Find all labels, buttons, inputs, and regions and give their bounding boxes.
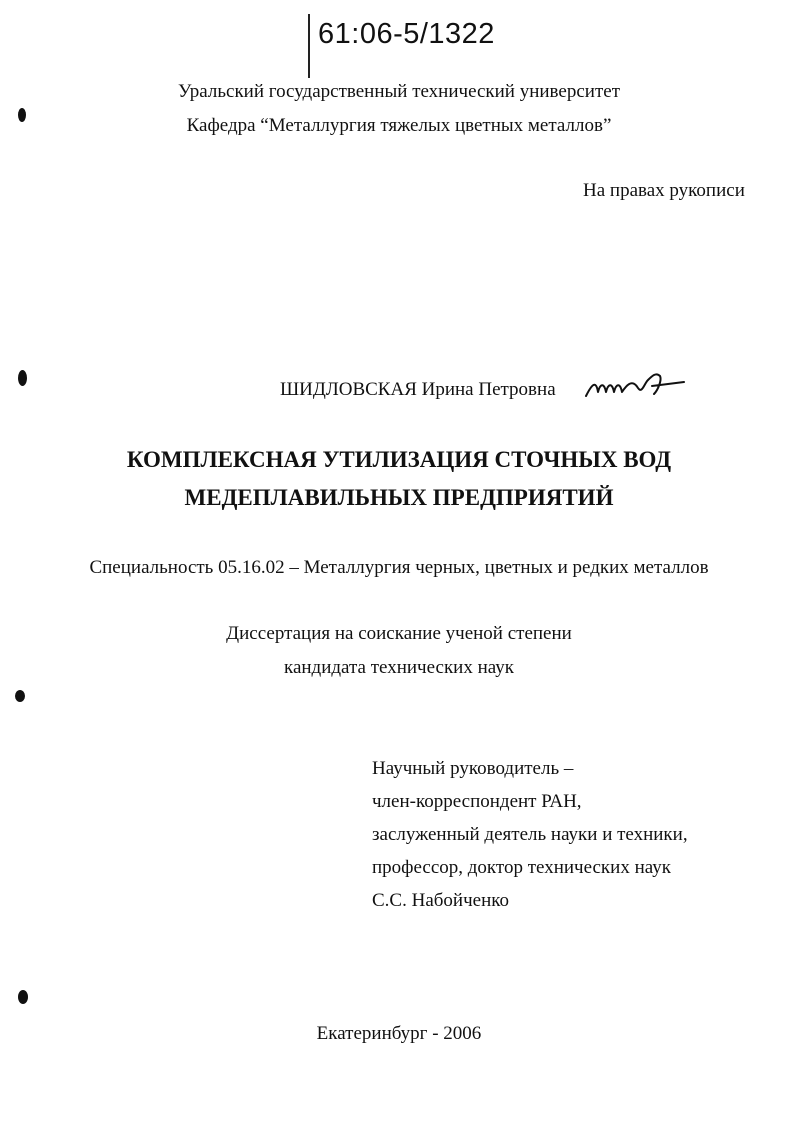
author-name: ШИДЛОВСКАЯ Ирина Петровна: [280, 379, 556, 400]
dissertation-line-1: Диссертация на соискание ученой степени: [226, 623, 572, 644]
signature: [582, 366, 692, 402]
punch-hole-mark: [18, 370, 27, 386]
specialty: Специальность 05.16.02 – Металлургия черных, цветных и редких металлов: [89, 557, 709, 578]
university-name: Уральский государственный технический университет: [177, 81, 620, 102]
supervisor-line: заслуженный деятель науки и техники,: [372, 824, 688, 845]
supervisor-line: Научный руководитель –: [372, 758, 574, 779]
city-year: Екатеринбург - 2006: [316, 1023, 482, 1044]
department-name: Кафедра “Металлургия тяжелых цветных металлов”: [186, 115, 612, 136]
supervisor-line: профессор, доктор технических наук: [372, 857, 671, 878]
stamp-divider: [308, 14, 310, 78]
rights-note: На правах рукописи: [583, 180, 745, 201]
supervisor-name: С.С. Набойченко: [372, 890, 510, 911]
supervisor-block: [372, 752, 688, 917]
supervisor-line: член-корреспондент РАН,: [372, 791, 582, 812]
punch-hole-mark: [18, 108, 26, 122]
thesis-title-line-2: МЕДЕПЛАВИЛЬНЫХ ПРЕДПРИЯТИЙ: [184, 485, 614, 510]
punch-hole-mark: [15, 690, 25, 702]
archive-stamp-code: 61:06-5/1322: [318, 18, 495, 50]
punch-hole-mark: [18, 990, 28, 1004]
thesis-title-line-1: КОМПЛЕКСНАЯ УТИЛИЗАЦИЯ СТОЧНЫХ ВОД: [126, 447, 672, 472]
dissertation-line-2: кандидата технических наук: [284, 657, 514, 678]
